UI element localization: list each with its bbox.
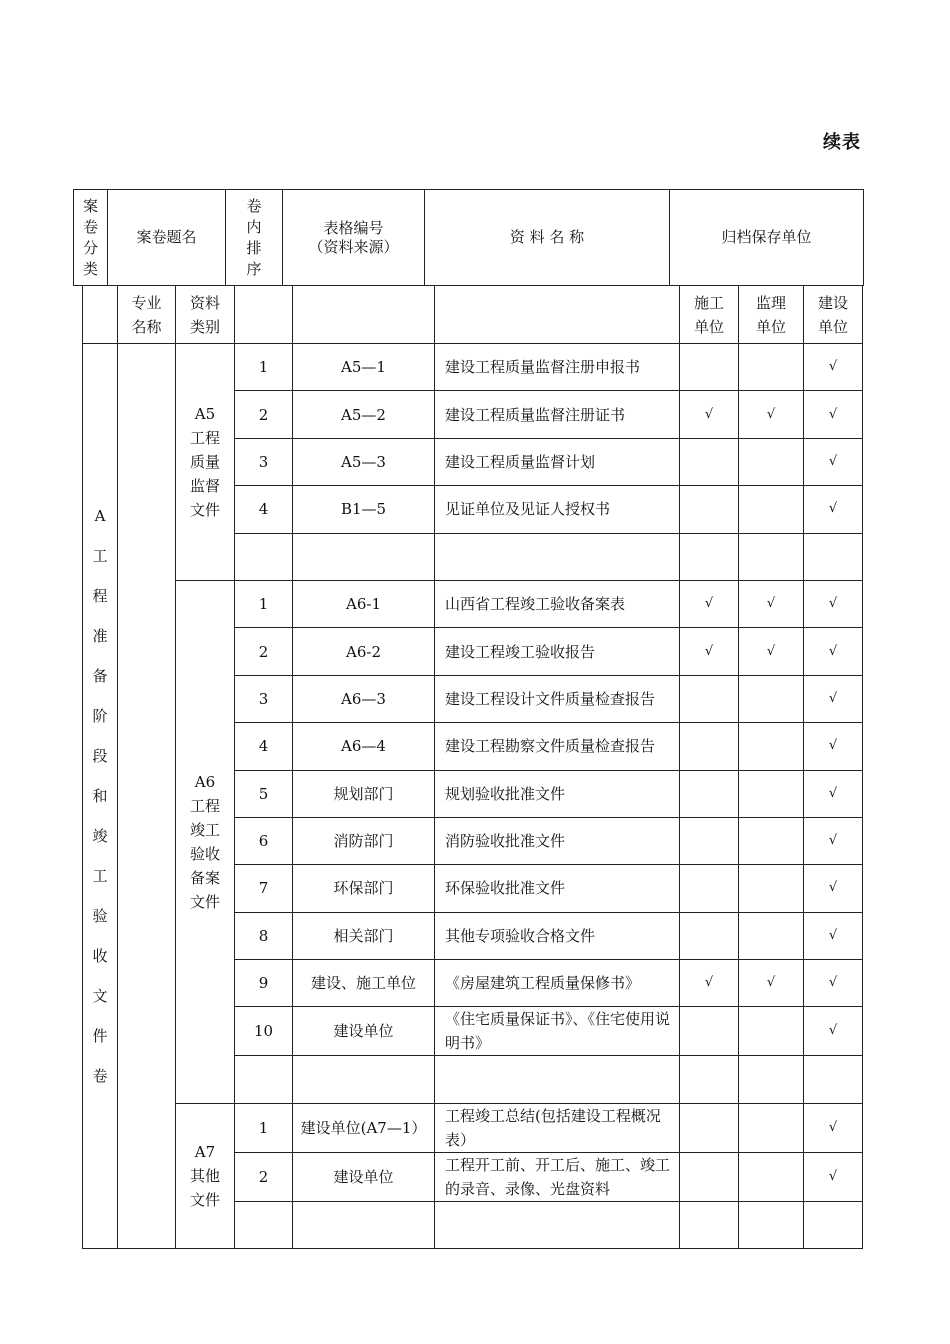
code-cell: A6-2 <box>293 628 435 675</box>
construction-check <box>680 1152 739 1201</box>
seq-cell: 2 <box>235 628 293 675</box>
construction-check: √ <box>680 628 739 675</box>
code-cell: 规划部门 <box>293 770 435 817</box>
group-label: A7其他文件 <box>189 1143 220 1210</box>
seq-cell: 1 <box>235 1103 293 1152</box>
group-label-cell <box>176 1103 235 1248</box>
code-cell: 建设、施工单位 <box>293 960 435 1007</box>
owner-check: √ <box>804 438 863 485</box>
name-cell: 规划验收批准文件 <box>435 770 680 817</box>
group-label-cell <box>176 344 235 581</box>
category-label: A工程准备阶段和竣工验收文件卷 <box>92 507 108 1086</box>
supervision-check: √ <box>739 628 804 675</box>
construction-check <box>680 533 739 580</box>
supervision-check <box>739 1056 804 1103</box>
header-archive-title: 案卷题名 <box>108 190 226 286</box>
code-cell: B1—5 <box>293 486 435 533</box>
seq-cell <box>235 533 293 580</box>
subheader-blank <box>293 286 435 344</box>
owner-check: √ <box>804 770 863 817</box>
supervision-check <box>739 1152 804 1201</box>
subheader-blank <box>83 286 118 344</box>
table-row <box>83 344 863 391</box>
supervision-check <box>739 770 804 817</box>
code-cell: 消防部门 <box>293 817 435 864</box>
header-archive-unit: 归档保存单位 <box>670 190 864 286</box>
owner-check: √ <box>804 675 863 722</box>
seq-cell: 1 <box>235 344 293 391</box>
supervision-check: √ <box>739 391 804 438</box>
name-cell: 工程开工前、开工后、施工、竣工的录音、录像、光盘资料 <box>435 1152 680 1201</box>
code-cell: 建设单位 <box>293 1152 435 1201</box>
group-label-cell <box>176 580 235 1103</box>
seq-cell: 8 <box>235 912 293 959</box>
name-cell: 建设工程质量监督注册申报书 <box>435 344 680 391</box>
construction-check <box>680 438 739 485</box>
owner-check: √ <box>804 580 863 627</box>
seq-cell: 4 <box>235 486 293 533</box>
construction-check <box>680 675 739 722</box>
seq-cell: 3 <box>235 675 293 722</box>
seq-cell: 5 <box>235 770 293 817</box>
supervision-check <box>739 1201 804 1248</box>
construction-check: √ <box>680 960 739 1007</box>
supervision-check <box>739 344 804 391</box>
name-cell: 建设工程质量监督注册证书 <box>435 391 680 438</box>
code-cell: 相关部门 <box>293 912 435 959</box>
name-cell: 山西省工程竣工验收备案表 <box>435 580 680 627</box>
construction-check <box>680 1201 739 1248</box>
construction-check <box>680 770 739 817</box>
owner-check: √ <box>804 817 863 864</box>
archive-table <box>82 285 863 1249</box>
subheader-owner-unit: 建设 单位 <box>804 286 863 344</box>
supervision-check <box>739 1103 804 1152</box>
construction-check: √ <box>680 391 739 438</box>
construction-check: √ <box>680 580 739 627</box>
code-cell: A5—1 <box>293 344 435 391</box>
owner-check <box>804 533 863 580</box>
name-cell <box>435 1056 680 1103</box>
seq-cell: 6 <box>235 817 293 864</box>
owner-check: √ <box>804 486 863 533</box>
header-sequence: 卷内排序 <box>226 190 283 286</box>
name-cell: 工程竣工总结(包括建设工程概况表） <box>435 1103 680 1152</box>
supervision-check <box>739 438 804 485</box>
supervision-check <box>739 723 804 770</box>
construction-check <box>680 1056 739 1103</box>
name-cell: 《房屋建筑工程质量保修书》 <box>435 960 680 1007</box>
seq-cell: 9 <box>235 960 293 1007</box>
supervision-check <box>739 1007 804 1056</box>
subheader-blank <box>435 286 680 344</box>
code-cell: A5—2 <box>293 391 435 438</box>
construction-check <box>680 912 739 959</box>
seq-cell: 10 <box>235 1007 293 1056</box>
seq-cell: 3 <box>235 438 293 485</box>
subheader-row <box>83 286 863 344</box>
code-cell: A5—3 <box>293 438 435 485</box>
code-cell: 环保部门 <box>293 865 435 912</box>
name-cell: 《住宅质量保证书》、《住宅使用说明书》 <box>435 1007 680 1056</box>
table-row <box>83 580 863 627</box>
owner-check <box>804 1056 863 1103</box>
category-cell <box>83 344 118 1249</box>
owner-check: √ <box>804 344 863 391</box>
seq-cell: 1 <box>235 580 293 627</box>
supervision-check: √ <box>739 580 804 627</box>
header-form-code: 表格编号 （资料来源） <box>283 190 425 286</box>
major-cell <box>118 344 176 1249</box>
table-row <box>83 1103 863 1152</box>
owner-check: √ <box>804 391 863 438</box>
construction-check <box>680 865 739 912</box>
subheader-blank <box>235 286 293 344</box>
name-cell: 消防验收批准文件 <box>435 817 680 864</box>
subheader-construction-unit: 施工 单位 <box>680 286 739 344</box>
owner-check: √ <box>804 1007 863 1056</box>
construction-check <box>680 723 739 770</box>
code-cell: 建设单位 <box>293 1007 435 1056</box>
supervision-check <box>739 912 804 959</box>
supervision-check <box>739 533 804 580</box>
owner-check: √ <box>804 912 863 959</box>
name-cell: 建设工程竣工验收报告 <box>435 628 680 675</box>
code-cell: 建设单位(A7—1） <box>293 1103 435 1152</box>
name-cell: 环保验收批准文件 <box>435 865 680 912</box>
group-label: A6工程竣工验收备案文件 <box>189 772 220 911</box>
code-cell <box>293 1056 435 1103</box>
code-cell <box>293 533 435 580</box>
name-cell: 建设工程质量监督计划 <box>435 438 680 485</box>
name-cell: 建设工程勘察文件质量检查报告 <box>435 723 680 770</box>
supervision-check <box>739 817 804 864</box>
subheader-supervision-unit: 监理 单位 <box>739 286 804 344</box>
seq-cell <box>235 1201 293 1248</box>
code-cell <box>293 1201 435 1248</box>
construction-check <box>680 486 739 533</box>
construction-check <box>680 1103 739 1152</box>
owner-check: √ <box>804 865 863 912</box>
owner-check: √ <box>804 960 863 1007</box>
owner-check: √ <box>804 628 863 675</box>
owner-check <box>804 1201 863 1248</box>
owner-check: √ <box>804 1103 863 1152</box>
header-document-name: 资 料 名 称 <box>425 190 670 286</box>
owner-check: √ <box>804 723 863 770</box>
name-cell: 其他专项验收合格文件 <box>435 912 680 959</box>
seq-cell: 7 <box>235 865 293 912</box>
subheader-major: 专业 名称 <box>118 286 176 344</box>
header-archive-category: 案卷分类 <box>74 190 108 286</box>
name-cell: 见证单位及见证人授权书 <box>435 486 680 533</box>
subheader-type: 资料 类别 <box>176 286 235 344</box>
supervision-check: √ <box>739 960 804 1007</box>
name-cell <box>435 533 680 580</box>
construction-check <box>680 817 739 864</box>
code-cell: A6-1 <box>293 580 435 627</box>
seq-cell: 4 <box>235 723 293 770</box>
code-cell: A6—3 <box>293 675 435 722</box>
code-cell: A6—4 <box>293 723 435 770</box>
table-header <box>73 189 864 286</box>
owner-check: √ <box>804 1152 863 1201</box>
group-label: A5工程质量监督文件 <box>189 404 220 519</box>
name-cell <box>435 1201 680 1248</box>
continued-label: 续表 <box>823 132 861 153</box>
seq-cell: 2 <box>235 1152 293 1201</box>
supervision-check <box>739 865 804 912</box>
construction-check <box>680 1007 739 1056</box>
construction-check <box>680 344 739 391</box>
seq-cell: 2 <box>235 391 293 438</box>
supervision-check <box>739 486 804 533</box>
supervision-check <box>739 675 804 722</box>
name-cell: 建设工程设计文件质量检查报告 <box>435 675 680 722</box>
seq-cell <box>235 1056 293 1103</box>
